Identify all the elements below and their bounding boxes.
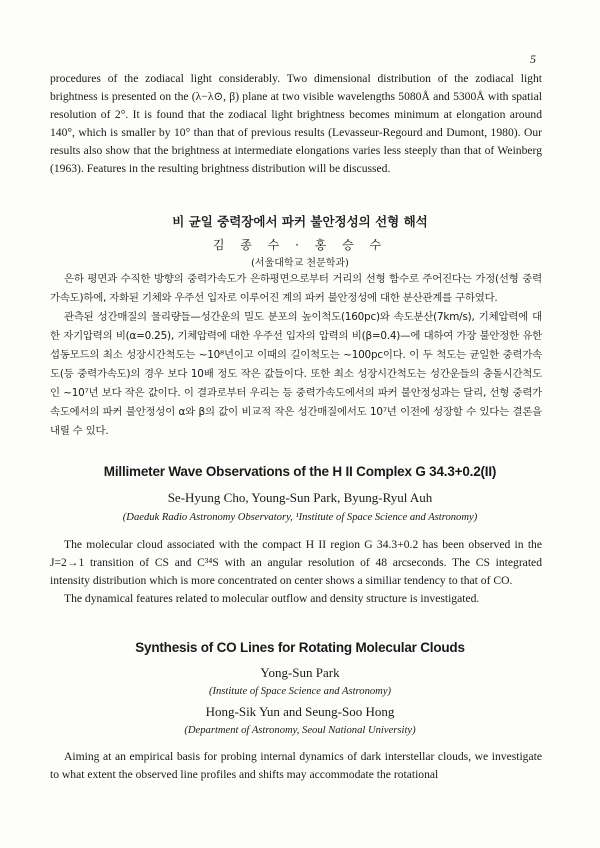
abstract-zodiacal-continuation bbox=[50, 70, 542, 178]
korean-section-authors: 김 종 수 · 홍 승 수 bbox=[212, 238, 388, 252]
korean-section-title: 비 균일 중력장에서 파커 불안정성의 선형 해석 bbox=[172, 214, 428, 229]
mm-section-authors: Se-Hyung Cho, Young-Sun Park, Byung-Ryul Auh bbox=[167, 490, 433, 505]
co-section-body bbox=[50, 748, 542, 784]
mm-section-title: Millimeter Wave Observations of the H II Complex G 34.3+0.2(II) bbox=[103, 464, 497, 479]
korean-paragraph-1: 은하 평면과 수직한 방향의 중력가속도가 은하평면으로부터 거리의 선형 함수로 주어진다는 가정(선형 중력가속도)하에, 자화된 기체와 우주선 입자로 이루어진 계의 파커 불안정성에 대한 분산관계를 구하였다. bbox=[50, 273, 542, 304]
co-section-title: Synthesis of CO Lines for Rotating Molecular Clouds bbox=[135, 640, 465, 655]
page-number: 5 bbox=[530, 52, 536, 66]
co-paragraph-1: Aiming at an empirical basis for probing internal dynamics of dark interstellar clouds, we investigate to what extent the observed line profiles and shifts may accommodate the rotational bbox=[50, 750, 542, 781]
abstract-paragraph: procedures of the zodiacal light considerably. Two dimensional distribution of the zodiacal light brightness is presented on the (λ−λ⊙, β) plane at two visible wavelengths 5080Å and 5300Å with spatial resolution of 2°. It is found that the zodiacal light brightness becomes minimum at elongation around 140°, which is smaller by 10° than that of previous results (Levasseur-Regourd and Dumont, 1980). Our results also show that the brightness at intermediate elongations varies less steeply than that of Weinberg (1963). Features in the resulting brightness distribution will be discussed. bbox=[50, 72, 542, 175]
mm-section-body bbox=[50, 536, 542, 608]
co-section-affiliation-2: (Department of Astronomy, Seoul National University) bbox=[184, 725, 416, 736]
korean-paragraph-2: 관측된 성간매질의 물리량들—성간운의 밀도 분포의 높이척도(160pc)와 속도분산(7km/s), 기체압력에 대한 자기압력의 비(α=0.25), 기체압력에 대한 우주선 입자의 압력의 비(β=0.4)—에 대하여 가장 불안정한 유한 섭동모드의 최소 성장시간척도는 ~10⁸년이고 이때의 길이척도는 ~100pc이다. 이 두 척도는 균일한 중력가속도(등 중력가속도)의 경우 보다 10배 정도 작은 값들이다. 또한 최소 성장시간척도는 성간운들의 충돌시간척도인 ~10⁷년 보다 작은 값이다. 이 결과로부터 우리는 등 중력가속도에서의 파커 불안정성과는 달리, 선형 중력가속도에서의 파커 불안정성이 α와 β의 값이 비교적 작은 성간매질에서도 10⁷년 이전에 성장할 수 있다는 결론을 내릴 수 있다. bbox=[50, 311, 542, 437]
korean-section-affiliation: (서울대학교 천문학과) bbox=[251, 258, 349, 269]
co-section-author-1: Yong-Sun Park bbox=[260, 665, 340, 680]
co-section-affiliation-1: (Institute of Space Science and Astronomy) bbox=[208, 686, 392, 697]
korean-section-body bbox=[50, 270, 542, 441]
mm-paragraph-2: The dynamical features related to molecular outflow and density structure is investigated. bbox=[64, 592, 480, 605]
co-section-author-2: Hong-Sik Yun and Seung-Soo Hong bbox=[205, 704, 395, 719]
mm-paragraph-1: The molecular cloud associated with the compact H II region G 34.3+0.2 has been observed in the J=2→1 transition of CS and C³⁴S with an angular resolution of 48 arcseconds. The CS integrated intensity distribution which is more concentrated on center shows a similiar tendency to that of CO. bbox=[50, 538, 542, 587]
mm-section-affiliation: (Daeduk Radio Astronomy Observatory, ¹Institute of Space Science and Astronomy) bbox=[122, 512, 478, 523]
